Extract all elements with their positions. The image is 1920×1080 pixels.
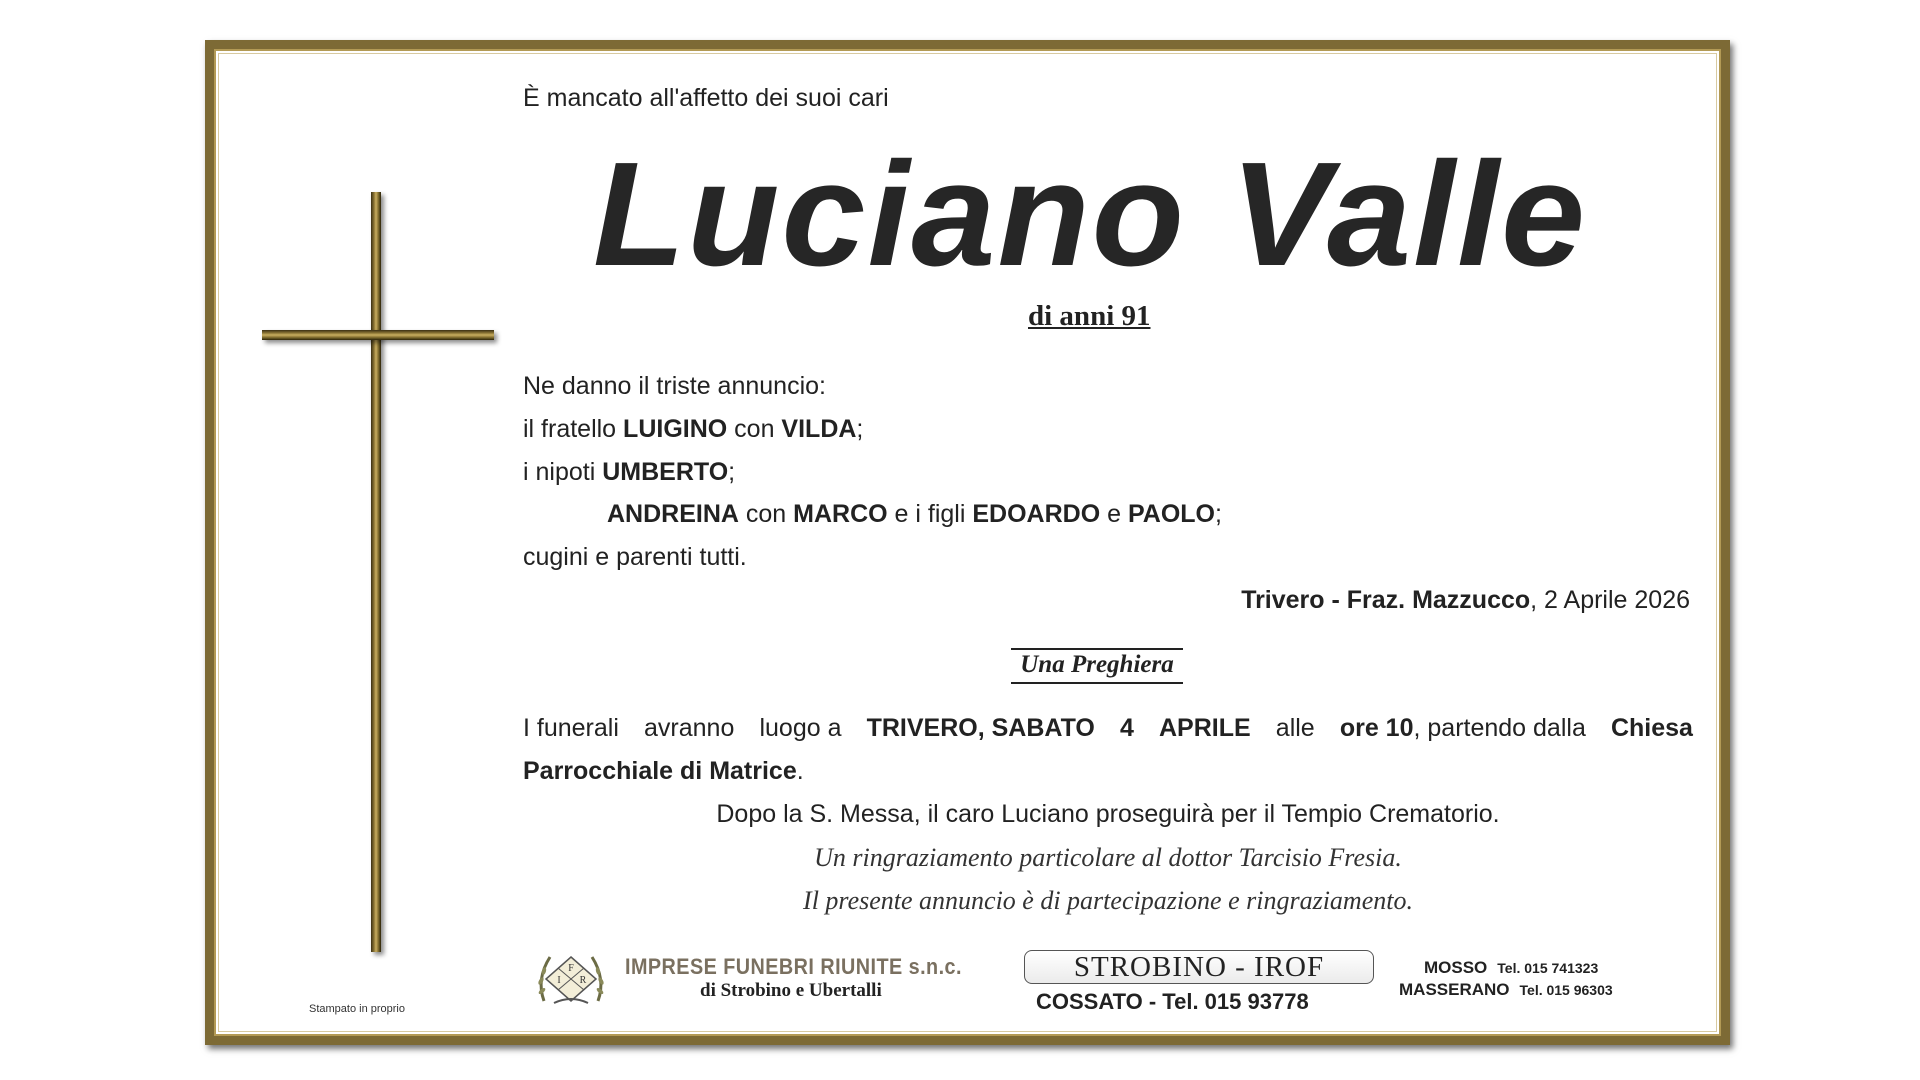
announcement-line-1: Ne danno il triste annuncio: [523,372,826,400]
deceased-name: Luciano Valle [593,132,1588,297]
deceased-age: di anni 91 [1028,300,1151,332]
notice-date: , 2 Aprile 2026 [1530,586,1690,614]
branch-phone: Tel. 015 96303 [1519,982,1613,998]
relative-name: LUIGINO [623,415,728,443]
text-segment: luogo a [759,714,842,742]
branch-phone: Tel. 015 741323 [1497,960,1599,976]
funeral-church: Chiesa [1610,714,1693,742]
funeral-day: , SABATO [977,714,1095,742]
thanks-line-2: Il presente annuncio è di partecipazione e ringraziamento. [803,886,1413,915]
branch-name: MOSSO [1424,958,1488,977]
ifr-company-subtitle: di Strobino e Ubertalli [700,980,882,1001]
ifr-logo-icon [534,951,608,1007]
text-segment: e [1100,500,1128,528]
strobino-irof-label: STROBINO - IROF [1024,950,1374,984]
relative-name: VILDA [781,415,857,443]
text-segment: alle [1275,714,1315,742]
text-segment: con [727,415,782,443]
funeral-time: ore 10 [1339,714,1414,742]
text-segment: ; [728,458,736,486]
text-segment: con [738,500,794,528]
place-date [1241,586,1690,615]
announcement-line-4 [607,500,1222,529]
branch-masserano [1399,980,1613,1000]
prayer-heading: Una Preghiera [1011,648,1183,684]
branch-name: MASSERANO [1399,980,1510,999]
cossato-phone: COSSATO - Tel. 015 93778 [1036,989,1309,1014]
relative-name: MARCO [793,500,888,528]
relative-name: EDOARDO [972,500,1101,528]
funeral-town: TRIVERO [866,714,978,742]
ifr-company-name: IMPRESE FUNEBRI RIUNITE s.n.c. [625,954,962,979]
text-segment: , partendo dalla [1413,714,1586,742]
text-segment: e i figli [887,500,973,528]
relative-name: ANDREINA [607,500,739,528]
text-segment: . [796,757,804,785]
funeral-line-1 [523,714,1693,743]
funeral-church-name: Parrocchiale di Matrice [523,757,797,785]
funeral-date-day: 4 [1119,714,1134,742]
intro-text: È mancato all'affetto dei suoi cari [523,84,889,112]
branch-mosso [1424,958,1598,978]
after-mass-text: Dopo la S. Messa, il caro Luciano proseguirà per il Tempio Crematorio. [716,800,1500,828]
text-segment: ; [856,415,864,443]
thanks-line-1: Un ringraziamento particolare al dottor Tarcisio Fresia. [814,843,1402,872]
logo-letter: I [557,975,561,986]
announcement-line-2 [523,415,863,444]
cross-icon [371,192,381,952]
announcement-line-5: cugini e parenti tutti. [523,543,747,571]
logo-letter: R [579,975,587,986]
funeral-line-2 [523,757,804,786]
announcement-line-3 [523,458,735,487]
relative-name: PAOLO [1127,500,1215,528]
relative-name: UMBERTO [602,458,729,486]
text-segment: avranno [644,714,735,742]
text-segment: il fratello [523,415,624,443]
text-segment: ; [1215,500,1222,528]
cross-crossbar [262,330,494,340]
text-segment: I funerali [523,714,619,742]
text-segment: i nipoti [523,458,603,486]
logo-letter: F [568,963,574,974]
funeral-date-month: APRILE [1159,714,1251,742]
place-name: Trivero - Fraz. Mazzucco [1241,586,1531,614]
printed-note: Stampato in proprio [309,1003,405,1015]
